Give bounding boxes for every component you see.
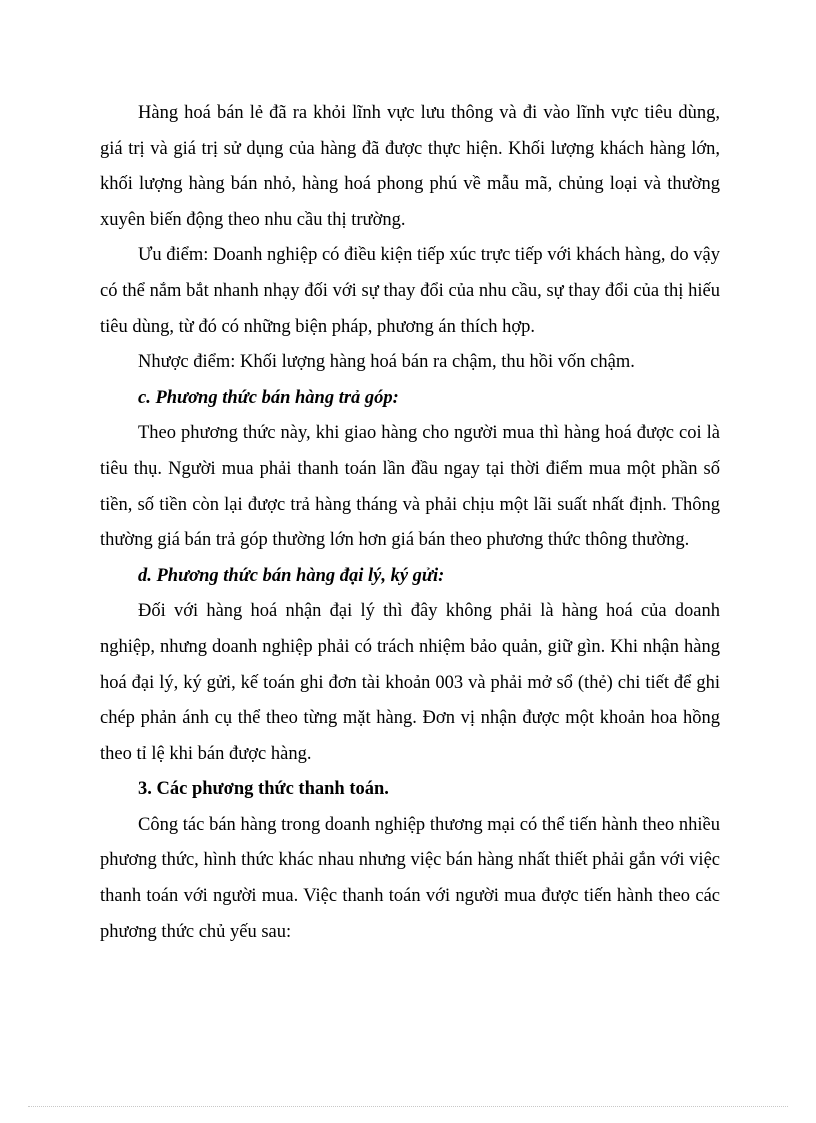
paragraph-retail-characteristics: Hàng hoá bán lẻ đã ra khỏi lĩnh vực lưu thông và đi vào lĩnh vực tiêu dùng, giá trị và giá trị sử dụng của hàng đã được thực hiện. Khối lượng khách hàng lớn, khối lượng hàng bán nhỏ, hàng hoá phong phú về mẫu mã, chủng loại và thường xuyên biến động theo nhu cầu thị trường. (100, 103, 720, 230)
paragraph-advantages: Ưu điểm: Doanh nghiệp có điều kiện tiếp xúc trực tiếp với khách hàng, do vậy có thể nắm bắt nhanh nhạy đối với sự thay đổi của nhu cầu, sự thay đổi của thị hiếu tiêu dùng, từ đó có những biện pháp, phương án thích hợp. (100, 245, 720, 337)
paragraph-disadvantages: Nhược điểm: Khối lượng hàng hoá bán ra chậm, thu hồi vốn chậm. (138, 352, 635, 373)
paragraph-payment-methods: Công tác bán hàng trong doanh nghiệp thương mại có thể tiến hành theo nhiều phương thức, hình thức khác nhau nhưng việc bán hàng nhất thiết phải gắn với việc thanh toán với người mua. Việc thanh toán với người mua được tiến hành theo các phương thức chủ yếu sau: (100, 814, 720, 942)
document-body (100, 96, 720, 950)
heading-installment-sales: c. Phương thức bán hàng trả góp: (138, 387, 399, 408)
heading-payment-methods: 3. Các phương thức thanh toán. (138, 779, 389, 800)
page-bottom-divider (28, 1106, 788, 1107)
paragraph-installment-sales: Theo phương thức này, khi giao hàng cho người mua thì hàng hoá được coi là tiêu thụ. Người mua phải thanh toán lần đầu ngay tại thời điểm mua một phần số tiền, số tiền còn lại được trả hàng tháng và phải chịu một lãi suất nhất định. Thông thường giá bán trả góp thường lớn hơn giá bán theo phương thức thông thường. (100, 423, 720, 551)
paragraph-agency-consignment: Đối với hàng hoá nhận đại lý thì đây không phải là hàng hoá của doanh nghiệp, nhưng doanh nghiệp phải có trách nhiệm bảo quản, giữ gìn. Khi nhận hàng hoá đại lý, ký gửi, kế toán ghi đơn tài khoản 003 và phải mở sổ (thẻ) chi tiết để ghi chép phản ánh cụ thể theo từng mặt hàng. Đơn vị nhận được một khoản hoa hồng theo tỉ lệ khi bán được hàng. (100, 601, 720, 764)
heading-agency-consignment: d. Phương thức bán hàng đại lý, ký gửi: (138, 565, 445, 586)
